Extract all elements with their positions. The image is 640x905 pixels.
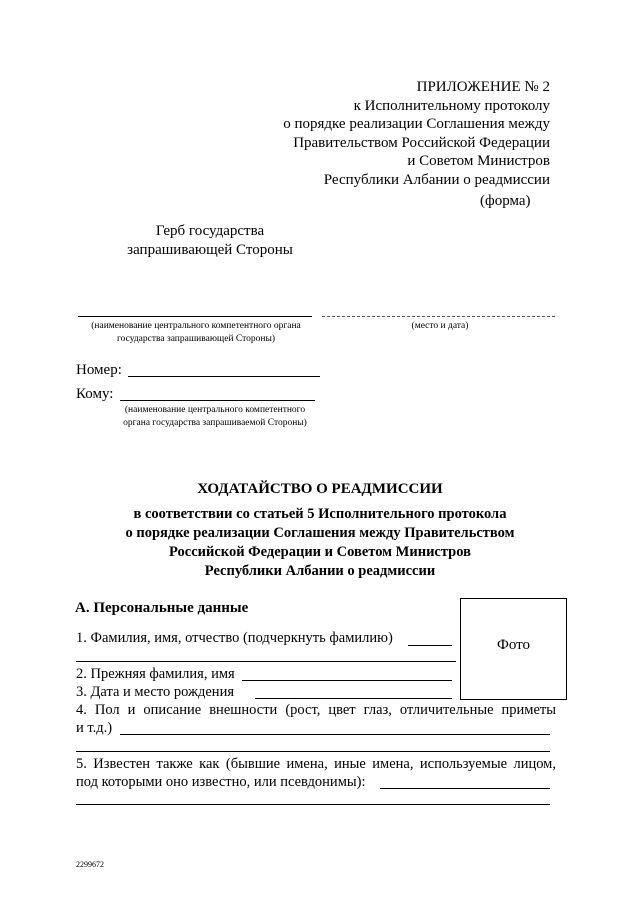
item-1-field-line-2[interactable] [76, 661, 456, 662]
item-4-label-cont: и т.д.) [76, 720, 113, 736]
item-3-label: 3. Дата и место рождения [76, 684, 234, 700]
document-subtitle [60, 505, 580, 581]
form-label: (форма) [480, 193, 531, 209]
photo-label: Фото [496, 637, 530, 653]
document-title: ХОДАТАЙСТВО О РЕАДМИССИИ [197, 481, 443, 497]
number-label: Номер: [76, 362, 122, 378]
item-4-field-line-2[interactable] [76, 751, 550, 752]
caption-line: органа государства запрашиваемой Стороны) [123, 418, 307, 428]
caption-line: государства запрашивающей Стороны) [116, 334, 276, 344]
caption-line: (наименование центрального компетентного [124, 405, 306, 415]
item-3-field-line[interactable] [255, 698, 452, 699]
coat-line: Герб государства [155, 223, 265, 239]
authority-line [78, 316, 312, 317]
authority-caption [70, 320, 322, 346]
annex-line: Республики Албании о реадмиссии [323, 171, 550, 188]
section-a-heading: А. Персональные данные [75, 600, 249, 616]
item-4-label: 4. Пол и описание внешности (рост, цвет глаз, отличительные приметы [76, 702, 556, 718]
number-field-line[interactable] [128, 376, 320, 377]
item-5-field-line[interactable] [380, 788, 550, 789]
subtitle-line: в соответствии со статьей 5 Исполнительного протокола [133, 506, 507, 522]
annex-line: о порядке реализации Соглашения между [283, 116, 550, 132]
item-5-field-line-2[interactable] [76, 804, 550, 805]
annex-line: ПРИЛОЖЕНИЕ № 2 [416, 79, 550, 95]
item-2-field-line[interactable] [242, 680, 452, 681]
item-2-label: 2. Прежняя фамилия, имя [76, 666, 235, 682]
subtitle-line: о порядке реализации Соглашения между Правительством [125, 525, 515, 541]
subtitle-line: Российской Федерации и Советом Министров [169, 544, 471, 560]
annex-line: Правительством Российской Федерации [293, 134, 550, 151]
item-1-label: 1. Фамилия, имя, отчество (подчеркнуть фамилию) [76, 630, 393, 646]
coat-of-arms-placeholder [100, 222, 320, 260]
caption-line: (наименование центрального компетентного органа [91, 321, 301, 331]
to-label: Кому: [76, 386, 114, 402]
item-5-label: 5. Известен также как (бывшие имена, иные имена, используемые лицом, [76, 756, 556, 772]
place-date-caption: (место и дата) [411, 321, 469, 331]
photo-box [460, 598, 567, 700]
item-4-field-line[interactable] [120, 734, 550, 735]
annex-line: и Советом Министров [407, 153, 550, 169]
place-date-line [322, 316, 555, 317]
to-field-line[interactable] [120, 400, 315, 401]
footer-code: 2299672 [76, 860, 104, 869]
annex-line: к Исполнительному протоколу [353, 97, 550, 114]
coat-line: запрашивающей Стороны [127, 242, 293, 258]
item-5-label-cont: под которыми оно известно, или псевдонимы): [76, 774, 366, 790]
annex-header [250, 78, 550, 189]
subtitle-line: Республики Албании о реадмиссии [204, 563, 436, 579]
to-caption [100, 404, 330, 430]
item-1-field-line[interactable] [408, 645, 452, 646]
